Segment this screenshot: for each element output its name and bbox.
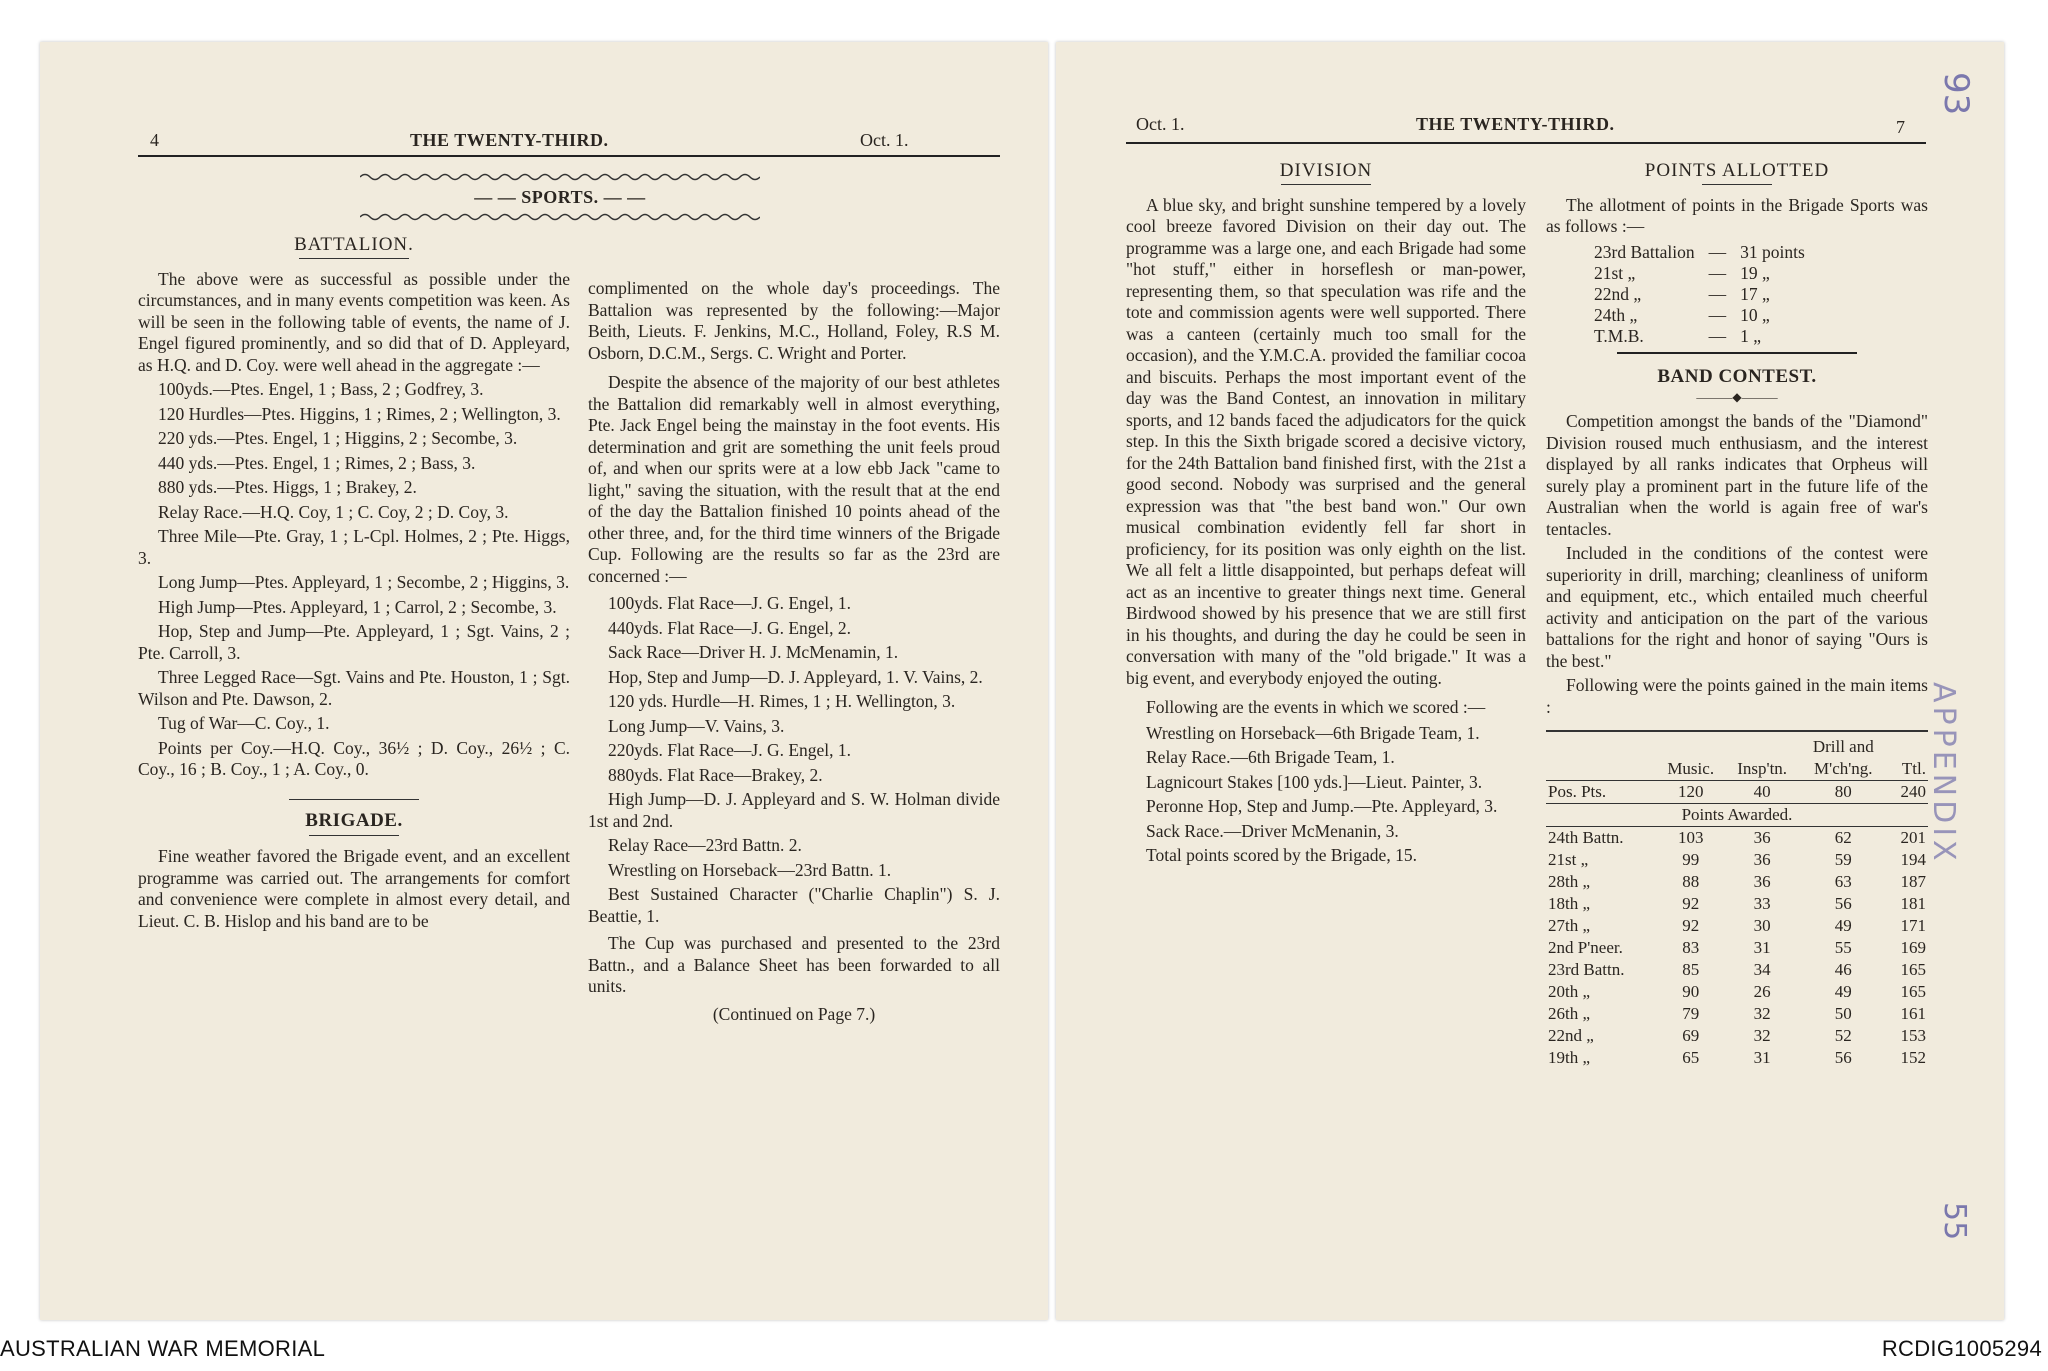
col-inspection: Insp'tn. [1725, 758, 1799, 781]
points-row [1588, 243, 1811, 262]
battalion-result: 100yds.—Ptes. Engel, 1 ; Bass, 2 ; Godfrey, 3. [158, 379, 484, 399]
col-drill-top: Drill and [1812, 736, 1874, 756]
pos-drill: 80 [1799, 780, 1888, 803]
points-value: 31 points [1740, 241, 1805, 262]
brigade-paragraph: Fine weather favored the Brigade event, and an excellent programme was carried out. The arrangements for comfort and convenience were complete in almost every detail, and Lieut. C. B. Hislop and his band are to be [138, 846, 570, 931]
division-paragraph: A blue sky, and bright sunshine tempered by a lovely cool breeze favored Division on their day out. The programme was a large one, and each Brigade had some "hot stuff," either in horseflesh or man-power, representing them, so that speculation was rife and the tote and commission agents were well supported. There was a canteen (certainly much too small for the occasion), and the Y.M.C.A. provided the familiar cocoa and biscuits. Perhaps the most important event of the day was the Band Contest, an innovation in military sports, and 12 bands faced the adjudicators for the quick step. In this the Sixth brigade scored a decisive victory, for the 24th Battalion band finished first, with the 21st a good second. Nobody was surprised and the general expression was that "the best band won." Our own musical combination evidently fell far short in proficiency, for its position was only eighth on the list. We all felt a little disappointed, but perhaps defeat will act as an incentive to greater things next time. General Birdwood showed by his presence that we are still first in his thoughts, and during the day he could be seen in conversation with many of the "old brigade." It was a big event, and everybody enjoyed the outing. [1126, 194, 1526, 688]
cell-drill: 50 [1834, 1003, 1852, 1023]
points-row [1588, 306, 1811, 325]
cell-insp: 36 [1753, 827, 1771, 847]
cell-total: 181 [1900, 893, 1926, 913]
battalion-result: 440 yds.—Ptes. Engel, 1 ; Rimes, 2 ; Bass, 3. [158, 452, 476, 473]
cell-insp: 30 [1753, 915, 1771, 935]
brigade-result: Best Sustained Character ("Charlie Chaplin") S. J. Beattie, 1. [588, 884, 1000, 926]
brigade-despite: Despite the absence of the majority of our best athletes the Battalion did remarkably well in almost everything, Pte. Jack Engel being the mainstay in the foot events. His determination and grit are something the unit feels proud of, and when our sprits were at a low ebb Jack "came to light," saving the situation, with the result that at the end of the day the Battalion finished 10 points ahead of the other three, and, for the third time winners of the Brigade Cup. Following are the results so far as the 23rd are concerned :— [588, 372, 1000, 586]
footer-right: RCDIG1005294 [1881, 1336, 2042, 1361]
date-right: Oct. 1. [1136, 114, 1185, 134]
brigade-result: High Jump—D. J. Appleyard and S. W. Holman divide 1st and 2nd. [588, 789, 1000, 831]
division-result: Lagnicourt Stakes [100 yds.]—Lieut. Painter, 3. [1146, 771, 1483, 792]
division-rule [1281, 184, 1371, 185]
cell-drill: 62 [1834, 827, 1852, 847]
cell-unit: 23rd Battn. [1548, 959, 1625, 979]
division-result: Total points scored by the Brigade, 15. [1146, 845, 1417, 865]
col-drill: M'ch'ng. [1799, 758, 1888, 781]
points-unit: 24th „ [1594, 304, 1638, 325]
points-unit: 23rd Battalion [1594, 241, 1695, 262]
cell-insp: 34 [1753, 959, 1771, 979]
cell-music: 103 [1677, 827, 1704, 847]
possible-points-row [1546, 780, 1928, 803]
diamond-ornament-icon: ———◆——— [1696, 390, 1778, 404]
brigade-result: Hop, Step and Jump—D. J. Appleyard, 1. V. Vains, 2. [608, 666, 983, 687]
cell-unit: 18th „ [1548, 893, 1591, 913]
table-row [1546, 959, 1928, 981]
table-header [1546, 758, 1928, 781]
right-page [1056, 42, 2004, 1320]
cell-music: 90 [1682, 981, 1700, 1001]
cell-unit: 22nd „ [1548, 1025, 1594, 1045]
points-bottom-rule [1617, 352, 1857, 354]
cell-drill: 56 [1834, 1047, 1852, 1067]
table-row [1546, 826, 1928, 849]
cell-insp: 36 [1753, 849, 1771, 869]
folio-stamp-bottom: 55 [1937, 1202, 1972, 1241]
band-heading: BAND CONTEST. [1657, 365, 1817, 387]
battalion-result: 120 Hurdles—Ptes. Higgins, 1 ; Rimes, 2 ; Wellington, 3. [158, 403, 561, 424]
division-result: Peronne Hop, Step and Jump.—Pte. Appleyard, 3. [1146, 796, 1498, 816]
wavy-rule-top [360, 172, 760, 182]
brigade-result: Wrestling on Horseback—23rd Battn. 1. [608, 859, 892, 880]
col-music: Music. [1656, 758, 1725, 781]
points-unit: T.M.B. [1594, 325, 1644, 346]
table-row [1546, 915, 1928, 937]
cell-drill: 49 [1834, 915, 1852, 935]
battalion-result: Hop, Step and Jump—Pte. Appleyard, 1 ; Sgt. Vains, 2 ; Pte. Carroll, 3. [138, 621, 570, 663]
table-row [1546, 1047, 1928, 1069]
points-row [1588, 264, 1811, 283]
cell-music: 79 [1682, 1003, 1700, 1023]
division-result: Sack Race.—Driver McMenanin, 3. [1146, 820, 1399, 841]
brigade-heading: BRIGADE. [305, 809, 403, 831]
awarded-label: Points Awarded. [1546, 803, 1928, 826]
battalion-intro: The above were as successful as possible under the circumstances, and in many events competition was keen. As will be seen in the following table of events, the name of J. Engel figured prominently, and so did that of D. Appleyard, as H.Q. and D. Coy. were well ahead in the aggregate :— [138, 268, 570, 375]
band-paragraph: Following were the points gained in the main items : [1546, 675, 1928, 717]
points-row [1588, 285, 1811, 304]
division-result: Wrestling on Horseback—6th Brigade Team, 1. [1146, 722, 1480, 743]
division-result: Relay Race.—6th Brigade Team, 1. [1146, 747, 1395, 767]
cell-insp: 36 [1753, 871, 1771, 891]
footer-left: AUSTRALIAN WAR MEMORIAL [0, 1336, 326, 1361]
continued-note: (Continued on Page 7.) [712, 1003, 876, 1024]
cell-drill: 49 [1834, 981, 1852, 1001]
table-row [1546, 871, 1928, 893]
table-row [1546, 937, 1928, 959]
points-value: 19 „ [1740, 262, 1770, 283]
brigade-result: Long Jump—V. Vains, 3. [608, 715, 785, 736]
cell-drill: 55 [1834, 937, 1852, 957]
points-value: 17 „ [1740, 283, 1770, 304]
cell-total: 152 [1900, 1047, 1926, 1067]
brigade-result: 220yds. Flat Race—J. G. Engel, 1. [608, 740, 852, 760]
cell-unit: 24th Battn. [1548, 827, 1624, 847]
cell-insp: 32 [1753, 1025, 1771, 1045]
points-rule [1702, 184, 1772, 185]
cell-unit: 28th „ [1548, 871, 1591, 891]
brigade-result: 440yds. Flat Race—J. G. Engel, 2. [608, 617, 852, 638]
division-heading: DIVISION [1279, 160, 1373, 181]
table-header-top [1546, 736, 1928, 758]
cell-drill: 52 [1834, 1025, 1852, 1045]
col-total: Ttl. [1888, 758, 1928, 781]
left-column-2 [588, 278, 1000, 1025]
points-row [1588, 327, 1811, 346]
header-rule-right [1126, 142, 1926, 144]
cell-total: 161 [1900, 1003, 1926, 1023]
brigade-result: Relay Race—23rd Battn. 2. [608, 835, 802, 855]
brigade-underline [309, 835, 399, 836]
cell-unit: 26th „ [1548, 1003, 1591, 1023]
division-scored: Following are the events in which we scored :— [1146, 697, 1486, 717]
battalion-rule [299, 258, 409, 259]
points-value: 10 „ [1740, 304, 1770, 325]
right-column-2 [1546, 160, 1928, 1069]
points-heading: POINTS ALLOTTED [1644, 160, 1830, 181]
cell-total: 194 [1900, 849, 1926, 869]
cell-total: 153 [1900, 1025, 1926, 1045]
cell-drill: 56 [1834, 893, 1852, 913]
cell-insp: 33 [1753, 893, 1771, 913]
battalion-result: Tug of War—C. Coy., 1. [158, 713, 330, 733]
cell-insp: 31 [1753, 937, 1771, 957]
points-dash: — [1708, 241, 1727, 262]
cup-paragraph: The Cup was purchased and presented to the 23rd Battn., and a Balance Sheet has been forwarded to all units. [588, 933, 1000, 996]
wavy-rule-bottom [360, 212, 760, 222]
cell-total: 165 [1900, 981, 1926, 1001]
points-table [1586, 241, 1813, 348]
cell-total: 201 [1900, 827, 1926, 847]
cell-insp: 32 [1753, 1003, 1771, 1023]
page-number-right: 7 [1896, 117, 1905, 137]
points-unit: 22nd „ [1594, 283, 1642, 304]
folio-stamp-top: 93 [1936, 72, 1976, 116]
table-row [1546, 1025, 1928, 1047]
band-paragraph: Competition amongst the bands of the "Diamond" Division roused much enthusiasm, and the interest displayed by all ranks indicates that Orpheus will surely play a prominent part in the future life of the Australian when the world is again free of war's tentacles. [1546, 411, 1928, 539]
cell-drill: 59 [1834, 849, 1852, 869]
points-dash: — [1708, 283, 1727, 304]
points-intro: The allotment of points in the Brigade Sports was as follows :— [1546, 194, 1928, 236]
battalion-result: Three Mile—Pte. Gray, 1 ; L-Cpl. Holmes, 2 ; Pte. Higgs, 3. [138, 526, 570, 568]
score-rows [1546, 826, 1928, 1069]
table-row [1546, 981, 1928, 1003]
brigade-continued: complimented on the whole day's proceedings. The Battalion was represented by the following:—Major Beith, Lieuts. F. Jenkins, M.C., Holland, Foley, R.S M. Osborn, D.C.M., Sergs. C. Wright and Porter. [588, 278, 1000, 363]
brigade-result: Sack Race—Driver H. J. McMenamin, 1. [608, 642, 899, 662]
table-row [1546, 893, 1928, 915]
cell-music: 92 [1682, 915, 1700, 935]
cell-music: 99 [1682, 849, 1700, 869]
battalion-result: 220 yds.—Ptes. Engel, 1 ; Higgins, 2 ; Secombe, 3. [158, 428, 518, 448]
brigade-result: 880yds. Flat Race—Brakey, 2. [608, 764, 823, 785]
cell-unit: 27th „ [1548, 915, 1591, 935]
points-dash: — [1708, 325, 1727, 346]
battalion-result: Three Legged Race—Sgt. Vains and Pte. Houston, 1 ; Sgt. Wilson and Pte. Dawson, 2. [138, 667, 570, 709]
battalion-result: Points per Coy.—H.Q. Coy., 36½ ; D. Coy., 26½ ; C. Coy., 16 ; B. Coy., 1 ; A. Coy., 0. [138, 737, 570, 779]
paper-title-left: THE TWENTY-THIRD. [410, 130, 609, 150]
cell-music: 85 [1682, 959, 1700, 979]
right-column-1 [1126, 160, 1526, 870]
pos-music: 120 [1656, 780, 1725, 803]
awarded-row [1546, 803, 1928, 826]
page-number-left: 4 [150, 130, 159, 150]
pos-total: 240 [1888, 780, 1928, 803]
battalion-result: High Jump—Ptes. Appleyard, 1 ; Carrol, 2 ; Secombe, 3. [158, 596, 557, 617]
table-row [1546, 1003, 1928, 1025]
sports-heading: — — SPORTS. — — [474, 187, 646, 207]
brigade-result: 120 yds. Hurdle—H. Rimes, 1 ; H. Wellington, 3. [608, 691, 956, 711]
points-dash: — [1708, 262, 1727, 283]
cell-music: 69 [1682, 1025, 1700, 1045]
pos-label: Pos. Pts. [1546, 780, 1656, 803]
cell-unit: 20th „ [1548, 981, 1591, 1001]
pos-insp: 40 [1725, 780, 1799, 803]
cell-unit: 21st „ [1548, 849, 1589, 869]
cell-music: 92 [1682, 893, 1700, 913]
cell-music: 83 [1682, 937, 1700, 957]
header-rule-left [138, 155, 1000, 157]
brigade-rule [289, 799, 419, 800]
brigade-result: 100yds. Flat Race—J. G. Engel, 1. [608, 593, 852, 613]
table-row [1546, 849, 1928, 871]
battalion-result: Relay Race.—H.Q. Coy, 1 ; C. Coy, 2 ; D. Coy, 3. [158, 501, 509, 522]
band-paragraph: Included in the conditions of the contest were superiority in drill, marching; cleanliness of uniform and equipment, etc., which entailed much cheerful activity and anticipation on the part of the various battalions for the right and honor of saying "Ours is the best." [1546, 543, 1928, 671]
cell-drill: 46 [1834, 959, 1852, 979]
cell-total: 187 [1900, 871, 1926, 891]
points-unit: 21st „ [1594, 262, 1636, 283]
cell-total: 165 [1900, 959, 1926, 979]
cell-total: 171 [1900, 915, 1926, 935]
battalion-result: Long Jump—Ptes. Appleyard, 1 ; Secombe, 2 ; Higgins, 3. [158, 572, 570, 592]
appendix-stamp: APPENDIX [1926, 682, 1961, 865]
left-column-1 [138, 234, 570, 935]
battalion-heading: BATTALION. [294, 234, 414, 255]
paper-title-right: THE TWENTY-THIRD. [1416, 114, 1615, 134]
battalion-result: 880 yds.—Ptes. Higgs, 1 ; Brakey, 2. [158, 477, 417, 497]
cell-unit: 2nd P'neer. [1548, 937, 1623, 957]
cell-unit: 19th „ [1548, 1047, 1591, 1067]
date-left: Oct. 1. [860, 130, 909, 150]
cell-music: 65 [1682, 1047, 1700, 1067]
points-dash: — [1708, 304, 1727, 325]
points-value: 1 „ [1740, 325, 1762, 346]
band-table-rule [1546, 730, 1928, 732]
cell-insp: 31 [1753, 1047, 1771, 1067]
cell-drill: 63 [1834, 871, 1852, 891]
band-score-table [1546, 736, 1928, 1069]
cell-insp: 26 [1753, 981, 1771, 1001]
cell-music: 88 [1682, 871, 1700, 891]
cell-total: 169 [1900, 937, 1926, 957]
left-page [40, 42, 1048, 1320]
